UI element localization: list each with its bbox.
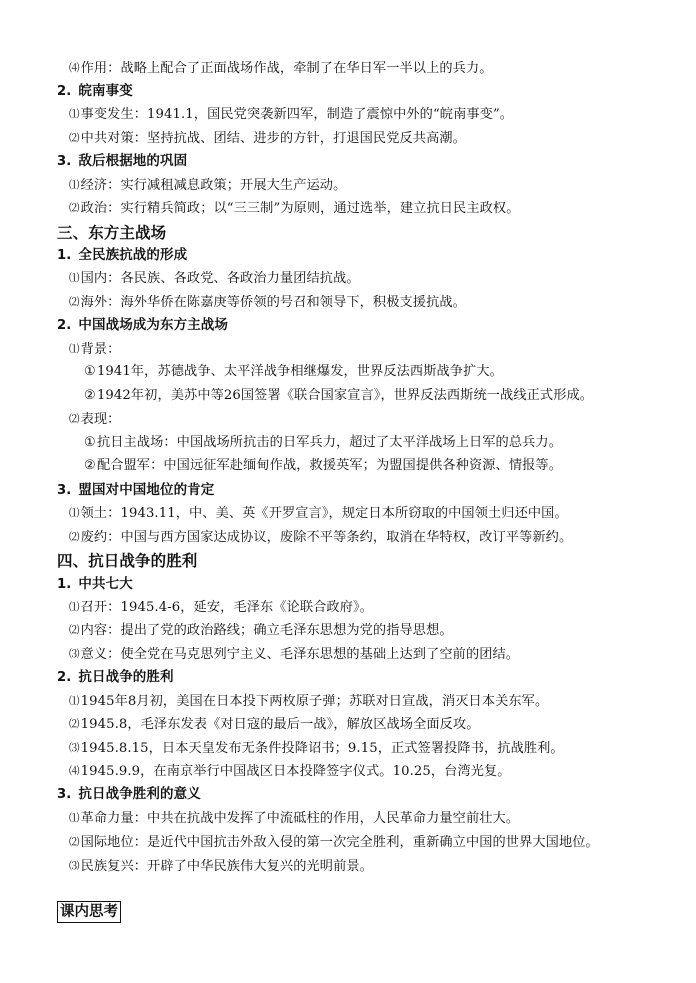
subsection-number: 2. — [57, 670, 72, 685]
list-item-text: 作用：战略上配合了正面战场作战，牵制了在华日军一半以上的兵力。 — [80, 61, 493, 76]
list-marker: ⑶ — [69, 742, 80, 754]
list-marker: ① — [84, 364, 96, 379]
subsection-title: 中共七大 — [78, 576, 133, 592]
list-item — [69, 597, 373, 618]
list-item — [69, 175, 346, 196]
list-item-text: 革命力量：中共在抗战中发挥了中流砥柱的作用，人民革命力量空前壮大。 — [80, 811, 520, 826]
list-item — [69, 620, 453, 641]
list-item — [69, 761, 511, 782]
list-item-text: 召开：1945.4-6，延安，毛泽东《论联合政府》。 — [80, 600, 373, 615]
sub-list-item — [84, 456, 562, 476]
section-heading: 三、东方主战场 — [57, 224, 167, 242]
subsection-number: 1. — [57, 248, 72, 263]
subsection-title: 盟国对中国地位的肯定 — [78, 482, 215, 498]
list-item — [69, 292, 466, 313]
subsection-title: 中国战场成为东方主战场 — [78, 317, 228, 333]
sub-list-item — [84, 386, 593, 406]
list-item-text: 政治：实行精兵简政；以“三三制”为原则，通过选举，建立抗日民主政权。 — [80, 201, 520, 216]
list-marker: ⑴ — [69, 507, 80, 519]
list-marker: ⑴ — [69, 695, 80, 707]
list-marker: ⑴ — [69, 601, 80, 613]
list-item — [69, 714, 480, 735]
list-marker: ⑴ — [69, 108, 80, 120]
subsection-heading — [57, 480, 214, 501]
sub-list-item — [84, 433, 562, 453]
list-item-text: 1942年初，美苏中等26国签署《联合国家宣言》，世界反法西斯统一战线正式形成。 — [96, 388, 594, 403]
subsection-heading — [57, 574, 133, 595]
list-marker: ⑵ — [69, 531, 80, 543]
subsection-number: 3. — [57, 154, 72, 169]
subsection-title: 抗日战争胜利的意义 — [78, 786, 201, 802]
list-marker: ⑵ — [69, 413, 80, 425]
list-item — [69, 832, 599, 853]
list-marker: ⑴ — [69, 343, 80, 355]
sub-list-item — [84, 362, 503, 382]
list-item — [69, 104, 513, 125]
list-marker: ① — [84, 435, 96, 450]
subsection-heading — [57, 315, 228, 336]
list-marker: ⑷ — [69, 62, 80, 74]
subsection-heading — [57, 784, 201, 805]
list-item — [69, 644, 519, 665]
list-marker: ⑵ — [69, 836, 80, 848]
list-item-text: 经济：实行减租减息政策；开展大生产运动。 — [80, 178, 347, 193]
subsection-number: 3. — [57, 787, 72, 802]
list-item — [69, 409, 120, 430]
list-item — [69, 738, 564, 759]
list-item — [69, 128, 466, 149]
list-item-text: 海外：海外华侨在陈嘉庚等侨领的号召和领导下，积极支援抗战。 — [80, 295, 466, 310]
subsection-heading — [57, 245, 187, 266]
list-item-text: 配合盟军：中国远征军赴缅甸作战，救援英军；为盟国提供各种资源、情报等。 — [96, 458, 562, 473]
list-item-text: 意义：使全党在马克思列宁主义、毛泽东思想的基础上达到了空前的团结。 — [80, 647, 520, 662]
list-item — [69, 58, 493, 79]
list-item-text: 1941年，苏德战争、太平洋战争相继爆发，世界反法西斯战争扩大。 — [96, 364, 503, 379]
section-heading: 四、抗日战争的胜利 — [57, 552, 198, 570]
list-item-text: 国际地位：是近代中国抗击外敌入侵的第一次完全胜利，重新确立中国的世界大国地位。 — [80, 835, 599, 850]
list-item-text: 民族复兴：开辟了中华民族伟大复兴的光明前景。 — [80, 859, 373, 874]
list-item-text: 事变发生：1941.1，国民党突袭新四军，制造了震惊中外的“皖南事变”。 — [80, 107, 514, 122]
list-item-text: 1945.8.15，日本天皇发布无条件投降诏书；9.15，正式签署投降书，抗战胜利。 — [80, 741, 564, 756]
subsection-title: 敌后根据地的巩固 — [78, 153, 188, 169]
list-marker: ⑵ — [69, 624, 80, 636]
list-marker: ② — [84, 388, 96, 403]
list-item-text: 内容：提出了党的政治路线；确立毛泽东思想为党的指导思想。 — [80, 623, 453, 638]
subsection-title: 抗日战争的胜利 — [78, 669, 174, 685]
list-marker: ⑵ — [69, 132, 80, 144]
subsection-title: 皖南事变 — [78, 83, 133, 99]
list-marker: ⑶ — [69, 648, 80, 660]
list-item — [69, 268, 360, 289]
list-marker: ⑴ — [69, 179, 80, 191]
list-marker: ⑷ — [69, 765, 80, 777]
list-marker: ⑵ — [69, 718, 80, 730]
subsection-number: 1. — [57, 577, 72, 592]
list-item-text: 1945.9.9，在南京举行中国战区日本投降签字仪式。10.25，台湾光复。 — [80, 764, 511, 779]
list-item — [69, 503, 568, 524]
list-item-text: 领土：1943.11，中、美、英《开罗宣言》，规定日本所窃取的中国领土归还中国。 — [80, 506, 568, 521]
list-item-text: 背景： — [80, 342, 121, 357]
section-box-in-class-thinking: 课内思考 — [57, 901, 121, 923]
list-item — [69, 691, 548, 712]
list-item-text: 1945年8月初，美国在日本投下两枚原子弹；苏联对日宣战，消灭日本关东军。 — [80, 694, 549, 709]
subsection-title: 全民族抗战的形成 — [78, 247, 188, 263]
subsection-heading — [57, 81, 133, 102]
list-marker: ⑴ — [69, 812, 80, 824]
list-item-text: 表现： — [80, 412, 121, 427]
list-item — [69, 339, 120, 360]
subsection-number: 2. — [57, 318, 72, 333]
list-item — [69, 856, 373, 877]
list-marker: ⑴ — [69, 272, 80, 284]
list-marker: ② — [84, 458, 96, 473]
list-item — [69, 527, 572, 548]
list-item-text: 国内：各民族、各政党、各政治力量团结抗战。 — [80, 271, 360, 286]
list-marker: ⑵ — [69, 296, 80, 308]
subsection-heading — [57, 151, 187, 172]
subsection-number: 3. — [57, 483, 72, 498]
list-marker: ⑶ — [69, 860, 80, 872]
list-item-text: 中共对策：坚持抗战、团结、进步的方针，打退国民党反共高潮。 — [80, 131, 466, 146]
subsection-number: 2. — [57, 84, 72, 99]
list-marker: ⑵ — [69, 202, 80, 214]
list-item-text: 1945.8，毛泽东发表《对日寇的最后一战》，解放区战场全面反攻。 — [80, 717, 480, 732]
list-item — [69, 198, 520, 219]
list-item-text: 抗日主战场：中国战场所抗击的日军兵力，超过了太平洋战场上日军的总兵力。 — [96, 435, 562, 450]
list-item-text: 废约：中国与西方国家达成协议，废除不平等条约，取消在华特权，改订平等新约。 — [80, 530, 573, 545]
list-item — [69, 808, 519, 829]
subsection-heading — [57, 667, 174, 688]
